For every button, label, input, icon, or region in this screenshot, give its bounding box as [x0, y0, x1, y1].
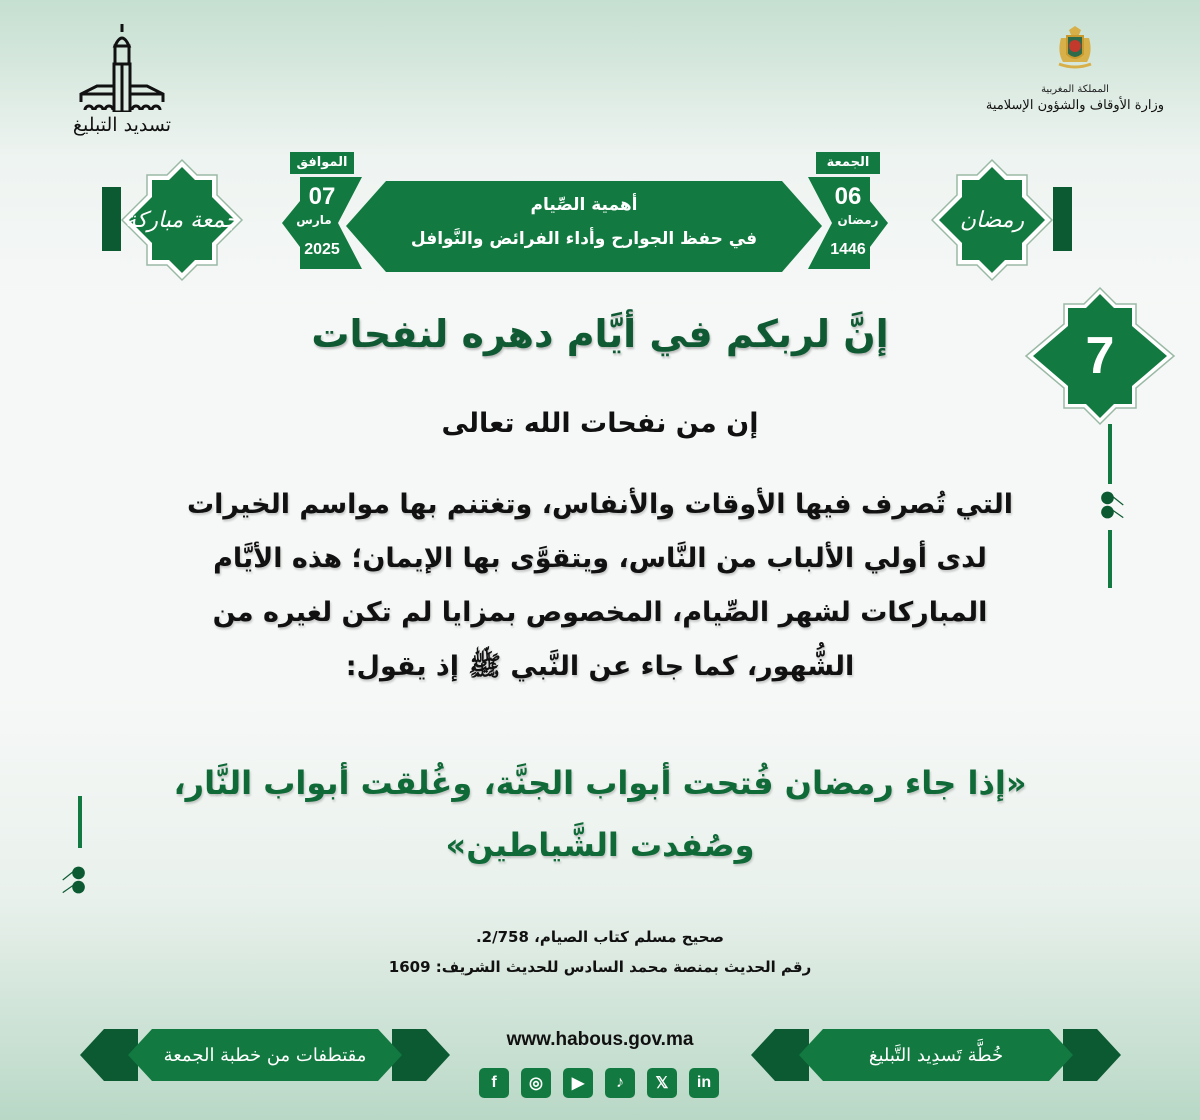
- main-heading: إنَّ لربكم في أيَّام دهره لنفحات: [311, 312, 889, 356]
- hijri-month: رمضان: [837, 213, 879, 227]
- hijri-day: 06: [834, 183, 862, 210]
- band-right-end-bar: [1053, 187, 1072, 251]
- gregorian-day: 07: [308, 183, 336, 210]
- khutba-excerpts-ribbon: [80, 1029, 450, 1081]
- double-dot-ornament-icon: [1098, 487, 1128, 523]
- decor-vertical-line: [1108, 424, 1112, 484]
- tasdid-tabligh-logo: [66, 22, 178, 136]
- sermon-title-line1: أهمية الصِّيام: [530, 195, 638, 215]
- decor-vertical-line: [78, 796, 82, 848]
- linkedin-icon[interactable]: in: [689, 1068, 719, 1098]
- facebook-icon[interactable]: f: [479, 1068, 509, 1098]
- kingdom-name: المملكة المغربية: [1041, 84, 1109, 95]
- decor-vertical-line: [1108, 530, 1112, 588]
- medallion-text: جمعة مباركة: [125, 207, 239, 233]
- paragraph-line: الشُّهور، كما جاء عن النَّبي ﷺ إذ يقول:: [345, 651, 855, 682]
- logo-caption: تسديد التبليغ: [72, 114, 172, 136]
- ministry-name: وزارة الأوقاف والشؤون الإسلامية: [985, 98, 1165, 113]
- social-links: [479, 1068, 719, 1098]
- sermon-title-banner: [346, 181, 822, 272]
- hadith-quote: [110, 752, 1090, 876]
- hadith-line: وصُفدت الشَّياطين»: [445, 826, 755, 864]
- medallion-text: رمضان: [959, 207, 1025, 233]
- ribbon-text: خُطَّة تَسدِيد التَّبليغ: [868, 1044, 1004, 1066]
- source-line: رقم الحديث بمنصة محمد السادس للحديث الشريف: 1609: [388, 958, 812, 976]
- gregorian-month: مارس: [296, 213, 332, 227]
- double-dot-ornament-icon: [58, 862, 88, 898]
- item-number-badge: [1024, 286, 1176, 426]
- body-paragraph: [110, 478, 1090, 694]
- paragraph-line: التي تُصرف فيها الأوقات والأنفاس، وتغتنم بها مواسم الخيرات: [186, 489, 1014, 520]
- hijri-date-label: الجمعة: [816, 152, 880, 174]
- gregorian-date-label: الموافق: [290, 152, 354, 174]
- item-number: 7: [1085, 327, 1115, 385]
- hadith-source: [200, 922, 1000, 982]
- ribbon-text: مقتطفات من خطبة الجمعة: [163, 1044, 367, 1066]
- gregorian-year: 2025: [304, 241, 340, 258]
- instagram-icon[interactable]: ◎: [521, 1068, 551, 1098]
- sermon-title-line2: في حفظ الجوارح وأداء الفرائض والنَّوافل: [410, 229, 758, 249]
- source-line: صحيح مسلم كتاب الصيام، 2/758.: [475, 928, 725, 946]
- hijri-year: 1446: [830, 241, 866, 258]
- paragraph-line: المباركات لشهر الصِّيام، المخصوص بمزايا لم تكن لغيره من: [212, 597, 988, 628]
- hadith-line: «إذا جاء رمضان فُتحت أبواب الجنَّة، وغُلقت أبواب النَّار،: [173, 764, 1027, 802]
- website-link[interactable]: www.habous.gov.ma: [506, 1029, 694, 1050]
- paragraph-line: لدى أولي الألباب من النَّاس، ويتقوَّى بها الإيمان؛ هذه الأيَّام: [213, 543, 987, 574]
- tasdid-plan-ribbon: [751, 1029, 1121, 1081]
- tiktok-icon[interactable]: ♪: [605, 1068, 635, 1098]
- coat-of-arms-icon: [1053, 24, 1097, 70]
- ministry-logo: [960, 24, 1190, 113]
- x-icon[interactable]: 𝕏: [647, 1068, 677, 1098]
- mosque-minaret-icon: [77, 22, 167, 112]
- ramadan-medallion: [929, 157, 1055, 283]
- jumua-mubaraka-medallion: [119, 157, 245, 283]
- sub-heading: إن من نفحات الله تعالى: [441, 408, 759, 439]
- youtube-icon[interactable]: ▶: [563, 1068, 593, 1098]
